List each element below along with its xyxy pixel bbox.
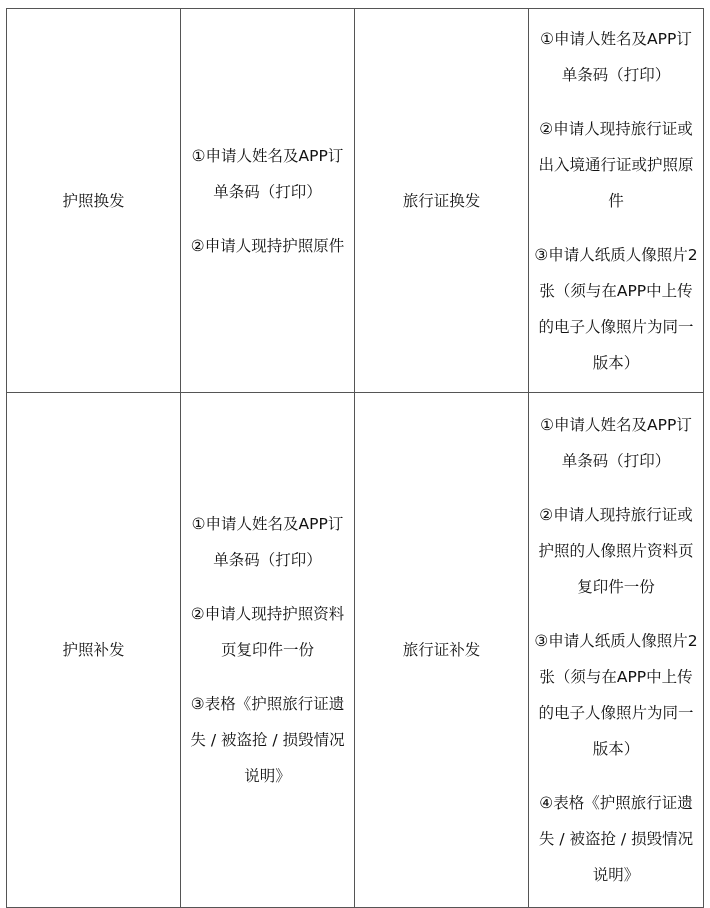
travel-service-cell — [355, 393, 529, 908]
material-item: ③表格《护照旅行证遗失 / 被盗抢 / 损毁情况说明》 — [190, 695, 345, 785]
material-item: ②申请人现持护照原件 — [190, 236, 345, 255]
material-item: ②申请人现持旅行证或出入境通行证或护照原件 — [538, 119, 694, 210]
passport-materials-cell — [181, 393, 355, 908]
service-name: 旅行证补发 — [402, 641, 481, 659]
travel-materials-cell — [529, 393, 704, 908]
passport-service-cell — [7, 393, 181, 908]
table-row — [7, 393, 704, 908]
service-name: 护照换发 — [62, 191, 125, 210]
material-item: ③申请人纸质人像照片2张（须与在APP中上传的电子人像照片为同一版本） — [534, 245, 698, 372]
material-item: ④表格《护照旅行证遗失 / 被盗抢 / 损毁情况说明》 — [538, 794, 694, 884]
material-item: ②申请人现持旅行证或护照的人像照片资料页复印件一份 — [538, 506, 694, 596]
service-name: 护照补发 — [62, 641, 125, 659]
table-row — [7, 9, 704, 393]
requirements-table — [6, 8, 704, 908]
material-item: ①申请人姓名及APP订单条码（打印） — [191, 146, 344, 201]
travel-materials-cell — [529, 9, 704, 393]
passport-materials-cell — [181, 9, 355, 393]
travel-service-cell — [355, 9, 529, 393]
material-item: ③申请人纸质人像照片2张（须与在APP中上传的电子人像照片为同一版本） — [534, 632, 698, 758]
material-item: ①申请人姓名及APP订单条码（打印） — [540, 416, 692, 470]
service-name: 旅行证换发 — [402, 191, 481, 210]
passport-service-cell — [7, 9, 181, 393]
material-item: ②申请人现持护照资料页复印件一份 — [190, 605, 345, 659]
material-item: ①申请人姓名及APP订单条码（打印） — [191, 515, 344, 569]
material-item: ①申请人姓名及APP订单条码（打印） — [540, 29, 692, 84]
